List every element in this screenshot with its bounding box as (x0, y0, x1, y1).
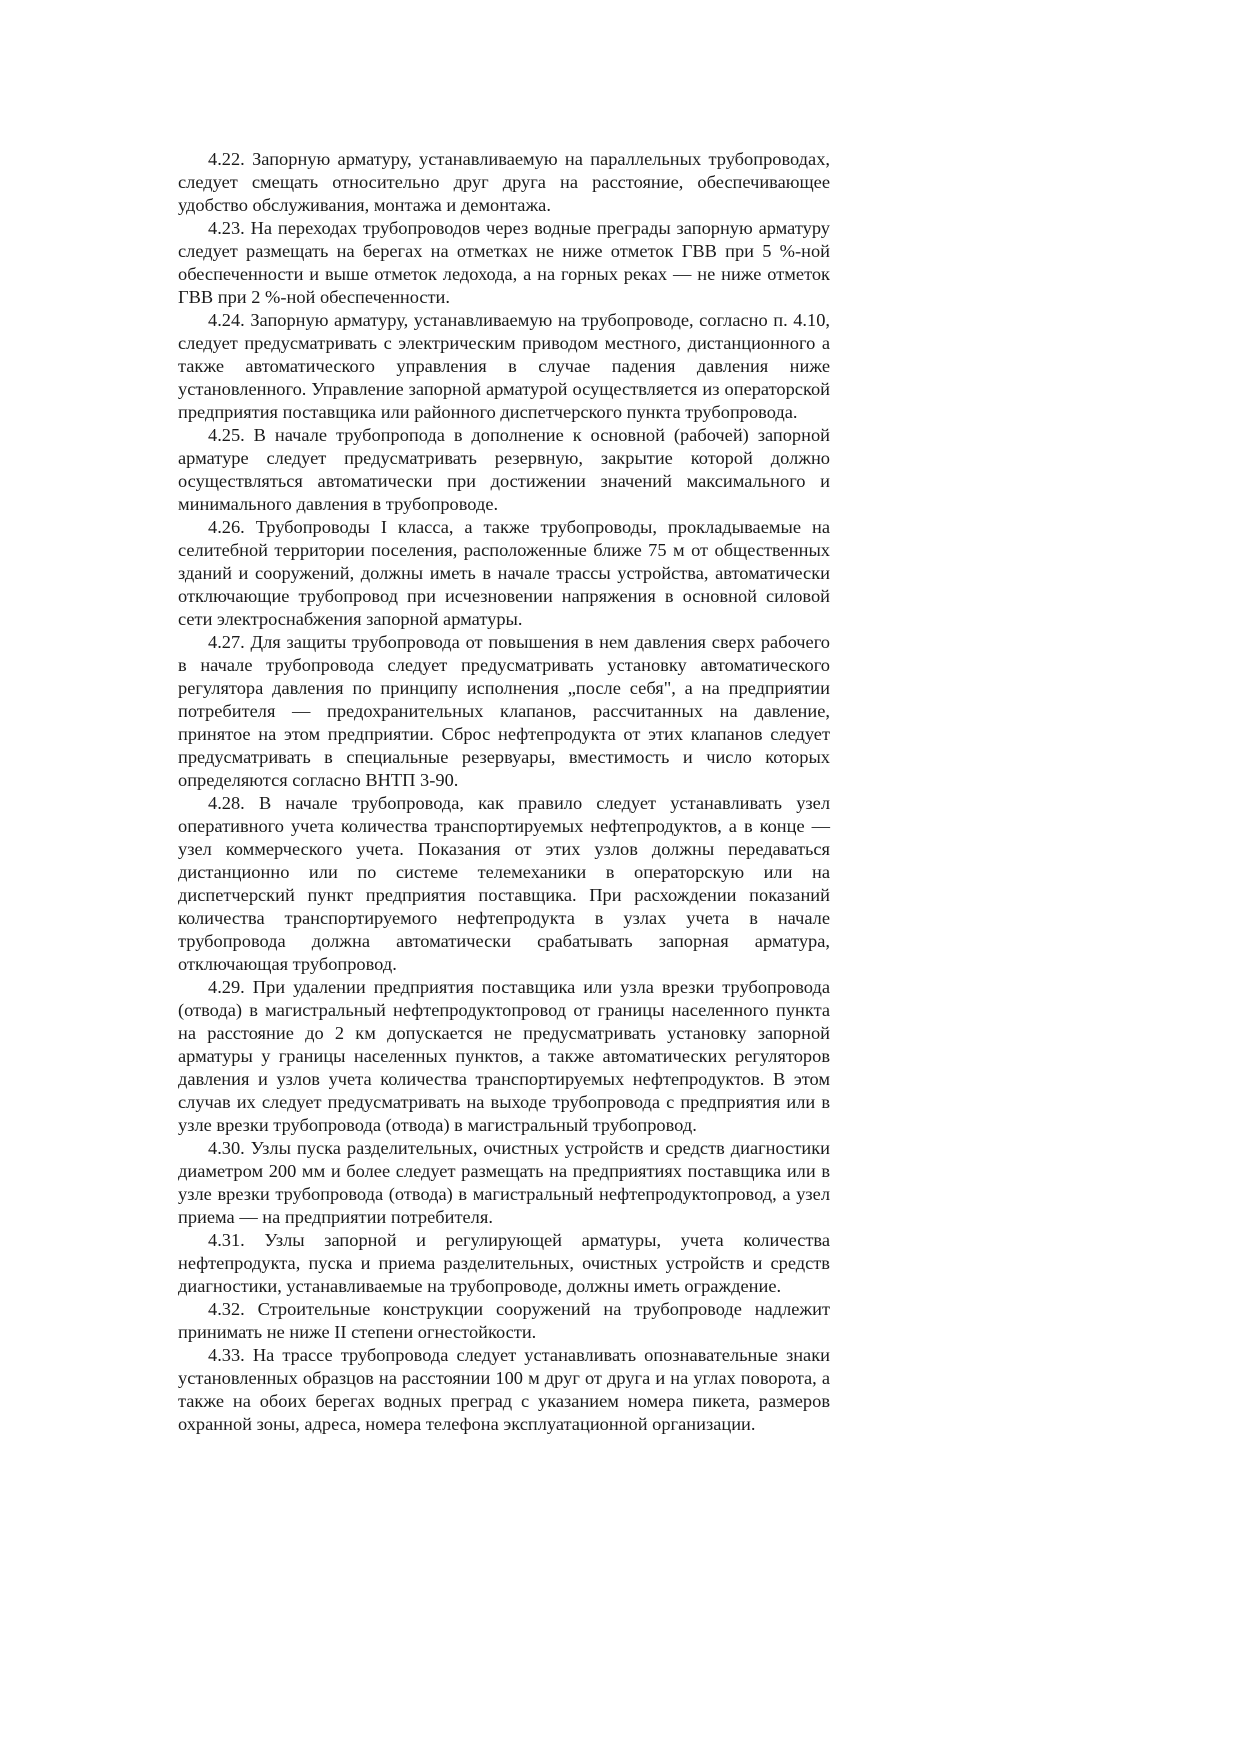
paragraph-4-26: 4.26. Трубопроводы I класса, а также трубопроводы, прокладываемые на селитебной территории поселения, расположенные ближе 75 м от общественных зданий и сооружений, должны иметь в начале трассы устройства, автоматически отключающие трубопровод при исчезновении напряжения в основной силовой сети электроснабжения запорной арматуры. (178, 517, 830, 629)
document-body (178, 148, 830, 1436)
paragraph-4-24: 4.24. Запорную арматуру, устанавливаемую на трубопроводе, согласно п. 4.10, следует предусматривать с электрическим приводом местного, дистанционного а также автоматического управления в случае падения давления ниже установленного. Управление запорной арматурой осуществляется из операторской предприятия поставщика или районного диспетчерского пункта трубопровода. (178, 310, 830, 422)
paragraph-4-25: 4.25. В начале трубопропода в дополнение к основной (рабочей) запорной арматуре следует предусматривать резервную, закрытие которой должно осуществляться автоматически при достижении значений максимального и минимального давления в трубопроводе. (178, 425, 830, 514)
paragraph-4-32: 4.32. Строительные конструкции сооружений на трубопроводе надлежит принимать не ниже II степени огнестойкости. (178, 1299, 830, 1342)
paragraph-4-33: 4.33. На трассе трубопровода следует устанавливать опознавательные знаки установленных образцов на расстоянии 100 м друг от друга и на углах поворота, а также на обоих берегах водных преград с указанием номера пикета, размеров охранной зоны, адреса, номера телефона эксплуатационной организации. (178, 1345, 830, 1434)
paragraph-4-30: 4.30. Узлы пуска разделительных, очистных устройств и средств диагностики диаметром 200 мм и более следует размещать на предприятиях поставщика или в узле врезки трубопровода (отвода) в магистральный нефтепродуктопровод, а узел приема — на предприятии потребителя. (178, 1138, 830, 1227)
paragraph-4-28: 4.28. В начале трубопровода, как правило следует устанавливать узел оперативного учета количества транспортируемых нефтепродуктов, а в конце — узел коммерческого учета. Показания от этих узлов должны передаваться дистанционно или по системе телемеханики в операторскую или на диспетчерский пункт предприятия поставщика. При расхождении показаний количества транспортируемого нефтепродукта в узлах учета в начале трубопровода должна автоматически срабатывать запорная арматура, отключающая трубопровод. (178, 793, 830, 974)
paragraph-4-23: 4.23. На переходах трубопроводов через водные преграды запорную арматуру следует размещать на берегах на отметках не ниже отметок ГВВ при 5 %-ной обеспеченности и выше отметок ледохода, а на горных реках — не ниже отметок ГВВ при 2 %-ной обеспеченности. (178, 218, 830, 307)
paragraph-4-27: 4.27. Для защиты трубопровода от повышения в нем давления сверх рабочего в начале трубопровода следует предусматривать установку автоматического регулятора давления по принципу исполнения „после себя", а на предприятии потребителя — предохранительных клапанов, рассчитанных на давление, принятое на этом предприятии. Сброс нефтепродукта от этих клапанов следует предусматривать в специальные резервуары, вместимость и число которых определяются согласно ВНТП 3-90. (178, 632, 830, 790)
paragraph-4-29: 4.29. При удалении предприятия поставщика или узла врезки трубопровода (отвода) в магистральный нефтепродуктопровод от границы населенного пункта на расстояние до 2 км допускается не предусматривать установку запорной арматуры у границы населенных пунктов, а также автоматических регуляторов давления и узлов учета количества транспортируемых нефтепродуктов. В этом случав их следует предусматривать на выходе трубопровода с предприятия или в узле врезки трубопровода (отвода) в магистральный трубопровод. (178, 977, 830, 1135)
paragraph-4-22: 4.22. Запорную арматуру, устанавливаемую на параллельных трубопроводах, следует смещать относительно друг друга на расстояние, обеспечивающее удобство обслуживания, монтажа и демонтажа. (178, 149, 830, 215)
paragraph-4-31: 4.31. Узлы запорной и регулирующей арматуры, учета количества нефтепродукта, пуска и приема разделительных, очистных устройств и средств диагностики, устанавливаемые на трубопроводе, должны иметь ограждение. (178, 1230, 830, 1296)
